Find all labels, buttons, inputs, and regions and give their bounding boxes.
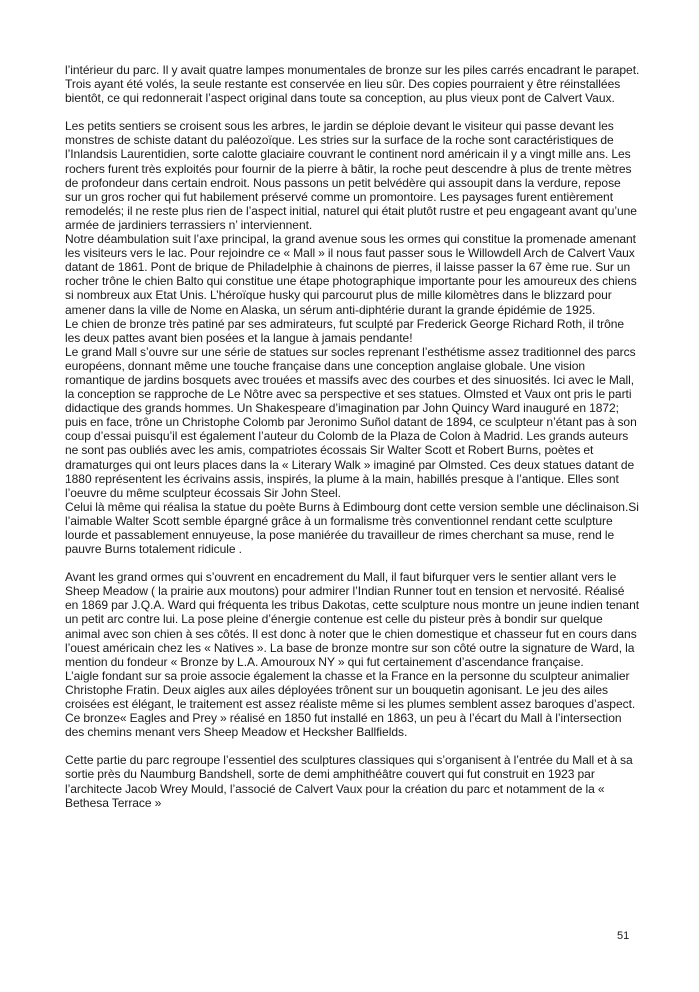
paragraph-paths-and-rocks: Les petits sentiers se croisent sous les arbres, le jardin se déploie devant le visiteur qui passe devant les monstres de schiste datant du paléozoïque. Les stries sur la surface de la roche sont caractéristiques de l’Inlandsis Laurentidien, sorte calotte glaciaire couvrant le continent nord américain il y a vingt mille ans. Les rochers furent très exploités pour fournir de la pierre à bâtir, la roche peut descendre à plus de trente mètres de profondeur dans certain endroit. Nous passons un petit belvédère qui assoupit dans la verdure, repose sur un gros rocher qui fut habilement préservé comme un promontoire. Les paysages furent entièrement remodelés; il ne reste plus rien de l’aspect initial, naturel qui était plutôt rustre et peu engageant avant qu’une armée de jardiniers terrassiers n’ interviennent. bbox=[65, 119, 637, 232]
paragraph-naumburg-bandshell: Cette partie du parc regroupe l’essentiel des sculptures classiques qui s’organisent à l’entrée du Mall et à sa sortie près du Naumburg Bandshell, sorte de demi amphithéâtre couvert qui fut construit en 1923 par l’architecte Jacob Wrey Mould, l’associé de Calvert Vaux pour la création du parc et notamment de la « Bethesa Terrace » bbox=[65, 753, 633, 810]
document-body bbox=[65, 63, 640, 810]
paragraph-eagles-and-prey: L’aigle fondant sur sa proie associe également la chasse et la France en la personne du sculpteur animalier Christophe Fratin. Deux aigles aux ailes déployées trônent sur un bouquetin agonisant. Le jeu des ailes croisées est élégant, le traitement est assez réaliste même si les plumes semblent assez baroques d’aspect. Ce bronze« Eagles and Prey » réalisé en 1850 fut installé en 1863, un peu à l’écart du Mall à l’intersection des chemins menant vers Sheep Meadow et Hecksher Ballfields. bbox=[65, 668, 636, 740]
paragraph-mall-statues: Le grand Mall s’ouvre sur une série de statues sur socles reprenant l’esthétisme assez traditionnel des parcs européens, donnant même une touche française dans une conception anglaise globale. Une vision romantique de jardins bosquets avec trouées et massifs avec des courbes et des sinuosités. Ici avec le Mall, la conception se rapproche de Le Nôtre avec sa perspective et ses statues. Olmsted et Vaux ont pris le parti didactique des grands hommes. Un Shakespeare d’imagination par John Quincy Ward inauguré en 1872; puis en face, trône un Christophe Colomb par Jeronimo Suñol datant de 1894, ce sculpteur n’étant pas à son coup d’essai puisqu’il est également l’auteur du Colomb de la Plaza de Colon à Madrid. Les grands auteurs ne sont pas oubliés avec les amis, compatriotes écossais Sir Walter Scott et Robert Burns, poètes et dramaturges qui ont leurs places dans la « Literary Walk » imaginé par Olmsted. Ces deux statues datant de 1880 représentent les écrivains assis, inspirés, la plume à la main, habillés presque à l’antique. Elles sont l’oeuvre du même sculpteur écossais Sir John Steel. bbox=[65, 344, 637, 500]
paragraph-bridge-lamps: l’intérieur du parc. Il y avait quatre lampes monumentales de bronze sur les piles carrés encadrant le parapet. Trois ayant été volés, la seule restante est conservée en lieu sûr. Des copies pourraient y être réinstallées bientôt, ce qui redonnerait l’aspect original dans toute sa conception, au plus vieux pont de Calvert Vaux. bbox=[65, 63, 640, 106]
paragraph-mall-and-balto: Notre déambulation suit l’axe principal, la grand avenue sous les ormes qui constitue la promenade amenant les visiteurs vers le lac. Pour rejoindre ce « Mall » il nous faut passer sous le Willowdell Arch de Calvert Vaux datant de 1861. Pont de brique de Philadelphie à chainons de pierres, il laisse passer la 67 ème rue. Sur un rocher trône le chien Balto qui constitue une étape photographique importante pour les amoureux des chiens si nombreux aux Etat Unis. L’héroïque husky qui parcourut plus de mille kilomètres dans le blizzard pour amener dans la ville de Nome en Alaska, un sérum anti-diphtérie durant la grande épidémie de 1925. bbox=[65, 232, 637, 317]
paragraph-balto-statue: Le chien de bronze très patiné par ses admirateurs, fut sculpté par Frederick George Richard Roth, il trône les deux pattes avant bien posées et la langue à jamais pendante! bbox=[65, 316, 625, 345]
page-number: 51 bbox=[617, 930, 630, 942]
paragraph-indian-runner: Avant les grand ormes qui s’ouvrent en encadrement du Mall, il faut bifurquer vers le sentier allant vers le Sheep Meadow ( la prairie aux moutons) pour admirer l’Indian Runner tout en tension et nervosité. Réalisé en 1869 par J.Q.A. Ward qui fréquenta les tribus Dakotas, cette sculpture nous montre un jeune indien tenant un petit arc contre lui. La pose pleine d’énergie contenue est celle du pisteur près à bondir sur quelque animal avec son chien à ses côtés. Il est donc à noter que le chien domestique et chasseur fut en cours dans l’ouest américain chez les « Natives ». La base de bronze montre sur son côté outre la signature de Ward, la mention du fondeur « Bronze by L.A. Amouroux NY » qui fut certainement d’ascendance française. bbox=[65, 570, 640, 669]
paragraph-burns-statue: Celui là même qui réalisa la statue du poète Burns à Edimbourg dont cette version semble une déclinaison.Si l’aimable Walter Scott semble épargné grâce à un formalisme très conventionnel rendant cette sculpture lourde et passablement ennuyeuse, la pose maniérée du travailleur de rimes cherchant sa muse, rend le pauvre Burns totalement ridicule . bbox=[65, 499, 639, 557]
paragraph-spacer bbox=[65, 739, 640, 753]
paragraph-spacer bbox=[65, 556, 640, 570]
paragraph-spacer bbox=[65, 105, 640, 119]
